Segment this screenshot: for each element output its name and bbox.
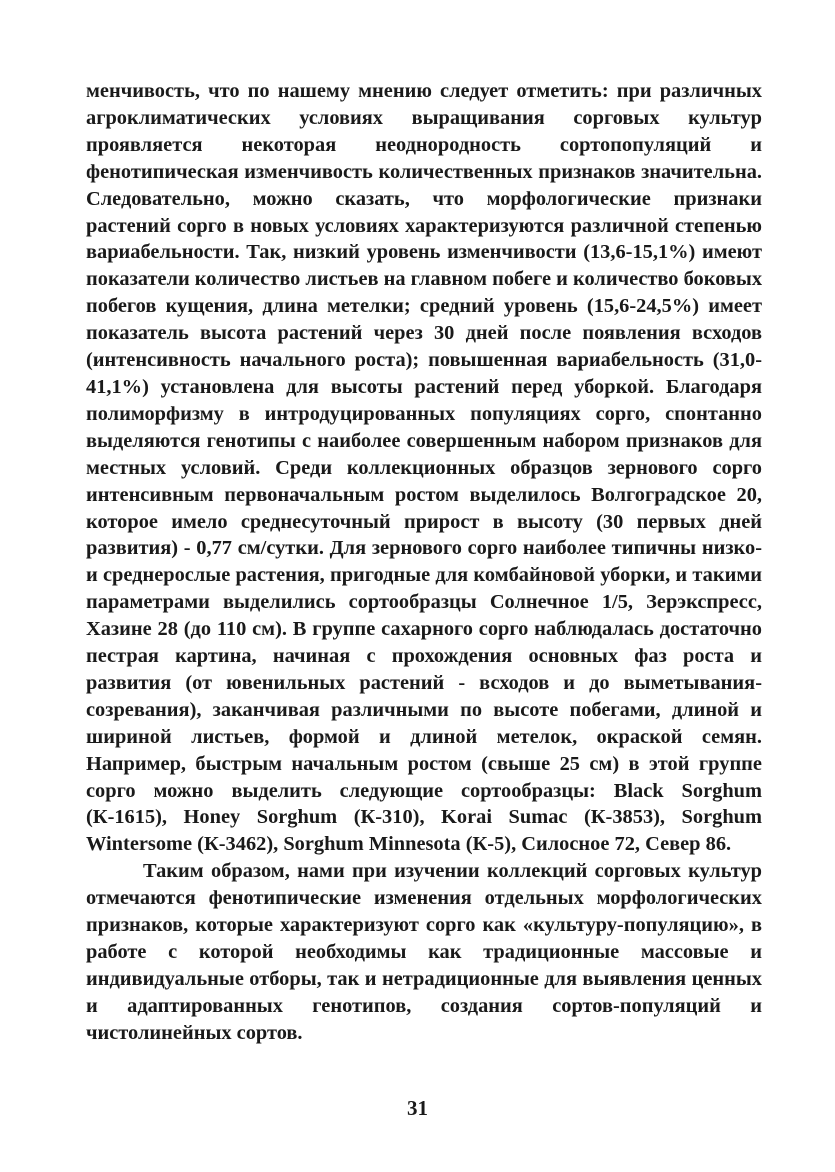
paragraph-1: менчивость, что по нашему мнению следует отметить: при различных агроклиматических условиях выращивания сорговых культур проявляется некоторая неоднородность сортопопуляций и фенотипическая изменчивость количественных признаков значительна. Следовательно, можно сказать, что морфологические признаки растений сорго в новых условиях характеризуются различной степенью вариабельности. Так, низкий уровень изменчивости (13,6-15,1%) имеют показатели количество листьев на главном побеге и количество боковых побегов кущения, длина метелки; средний уровень (15,6-24,5%) имеет показатель высота растений через 30 дней после появления всходов (интенсивность начального роста); повышенная вариабельность (31,0-41,1%) установлена для высоты растений перед уборкой. Благодаря полиморфизму в интродуцированных популяциях сорго, спонтанно выделяются генотипы с наиболее совершенным набором признаков для местных условий. Среди коллекционных образцов зернового сорго интенсивным первоначальным ростом выделилось Волгоградское 20, которое имело среднесуточный прирост в высоту (30 первых дней развития) - 0,77 см/сутки. Для зернового сорго наиболее типичны низко- и среднерослые растения, пригодные для комбайновой уборки, и такими параметрами выделились сортообразцы Солнечное 1/5, Зерэкспресс, Хазине 28 (до 110 см). В группе сахарного сорго наблюдалась достаточно пестрая картина, начиная с прохождения основных фаз роста и развития (от ювенильных растений - всходов и до выметывания-созревания), заканчивая различными по высоте побегами, длиной и шириной листьев, формой и длиной метелок, окраской семян. Например, быстрым начальным ростом (свыше 25 см) в этой группе сорго можно выделить следующие сортообразцы: Black Sorghum (К-1615), Honey Sorghum (К-310), Korai Sumac (К-3853), Sorghum Wintersome (К-3462), Sorghum Minnesota (К-5), Силосное 72, Север 86. bbox=[86, 80, 763, 856]
body-text bbox=[86, 78, 762, 1047]
paragraph-2: Таким образом, нами при изучении коллекций сорговых культур отмечаются фенотипические изменения отдельных морфологических признаков, которые характеризуют сорго как «культуру-популяцию», в работе с которой необходимы как традиционные массовые и индивидуальные отборы, так и нетрадиционные для выявления ценных и адаптированных генотипов, создания сортов-популяций и чистолинейных сортов. bbox=[86, 860, 762, 1044]
page-number: 31 bbox=[407, 1096, 428, 1120]
